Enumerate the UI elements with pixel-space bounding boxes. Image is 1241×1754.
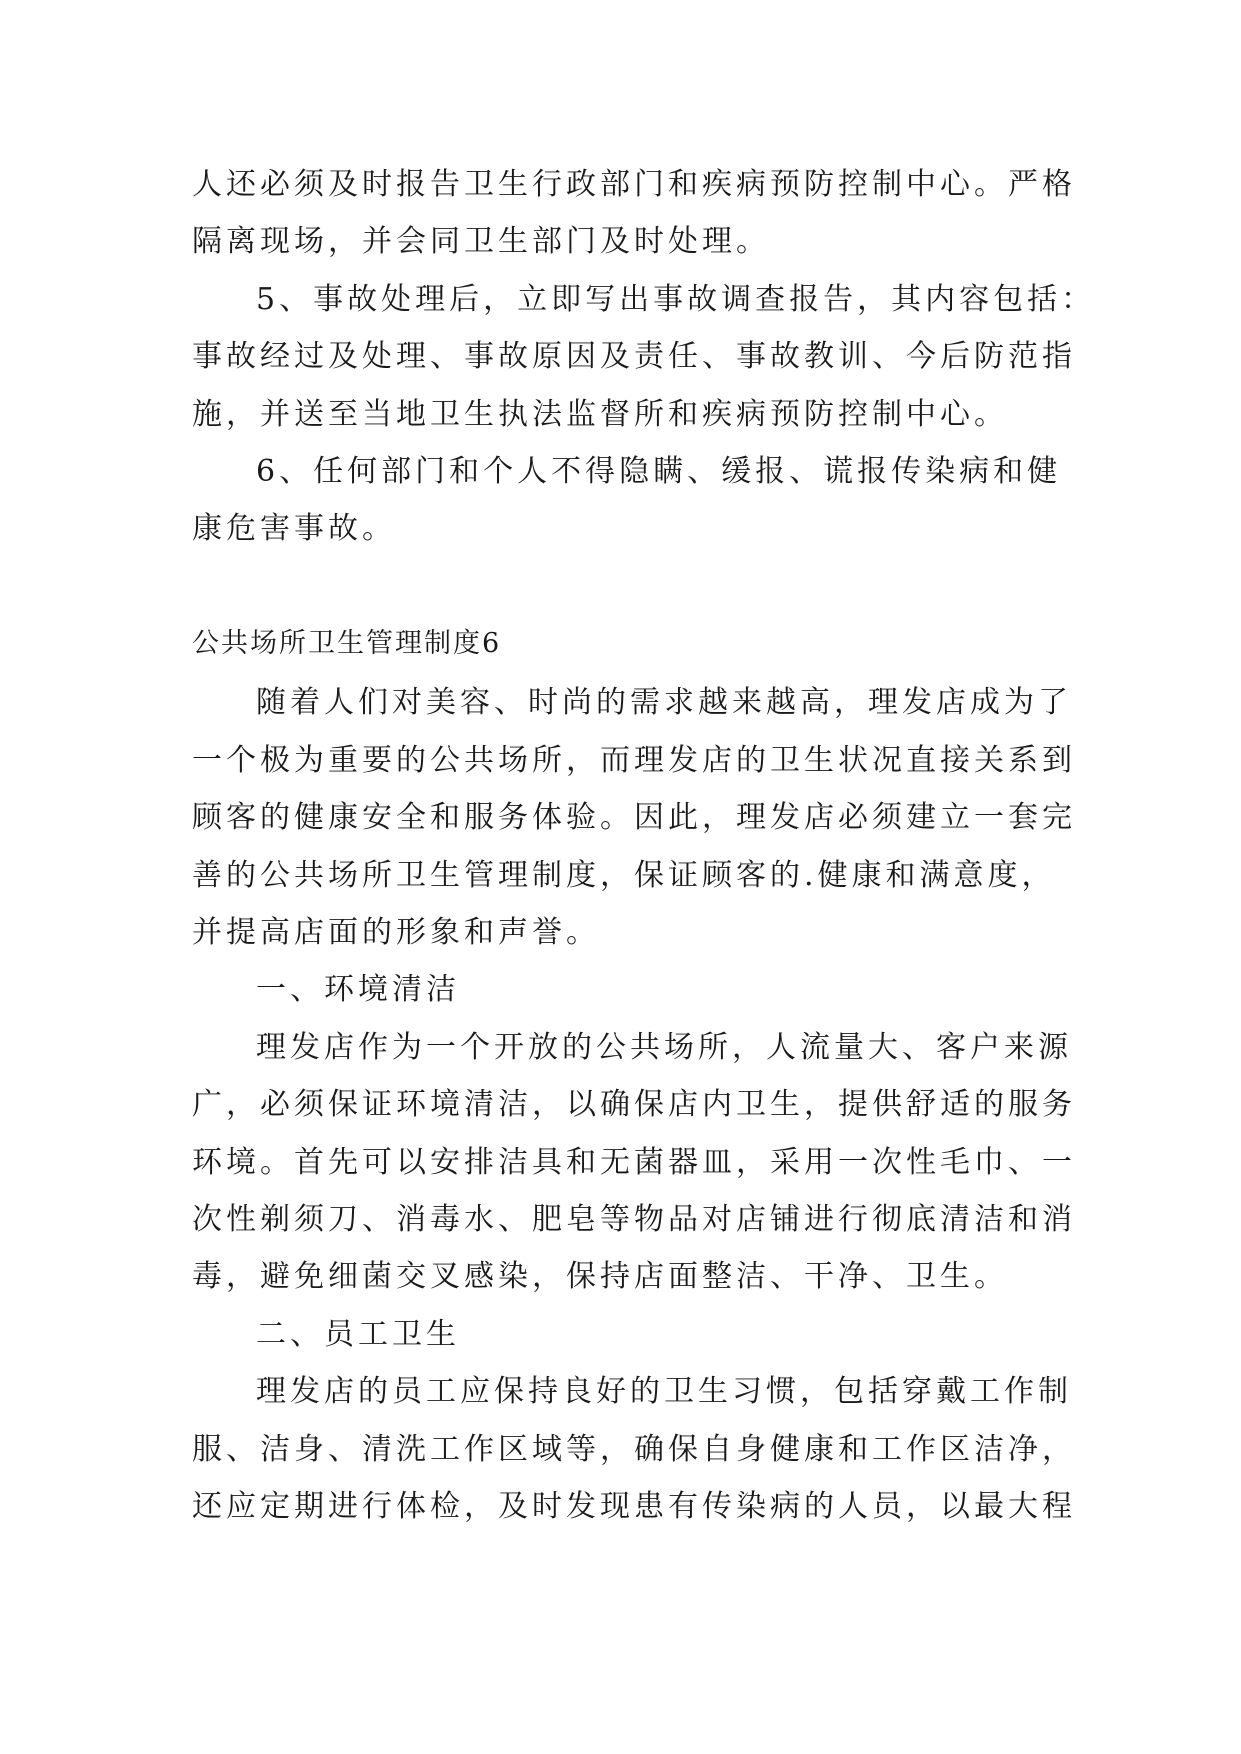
subheading: 一、环境清洁 — [256, 972, 460, 1007]
text-line: 施，并送至当地卫生执法监督所和疾病预防控制中心。 — [192, 397, 1008, 432]
text-line: 5、事故处理后，立即写出事故调查报告，其内容包括： — [256, 282, 1096, 317]
text-line: 还应定期进行体检，及时发现患有传染病的人员，以最大程 — [192, 1489, 1076, 1524]
text-line: 广，必须保证环境清洁，以确保店内卫生，提供舒适的服务 — [192, 1087, 1076, 1122]
text-line: 事故经过及处理、事故原因及责任、事故教训、今后防范指 — [192, 339, 1076, 374]
text-line: 6、任何部门和个人不得隐瞒、缓报、谎报传染病和健 — [256, 454, 1062, 489]
text-line: 一个极为重要的公共场所，而理发店的卫生状况直接关系到 — [192, 743, 1076, 778]
text-line: 顾客的健康安全和服务体验。因此，理发店必须建立一套完 — [192, 800, 1076, 835]
text-line: 毒，避免细菌交叉感染，保持店面整洁、干净、卫生。 — [192, 1259, 1008, 1294]
text-line: 服、洁身、清洗工作区域等，确保自身健康和工作区洁净， — [192, 1432, 1076, 1467]
text-line: 康危害事故。 — [192, 511, 396, 546]
text-line: 隔离现场，并会同卫生部门及时处理。 — [192, 224, 770, 259]
text-line: 善的公共场所卫生管理制度，保证顾客的.健康和满意度， — [192, 858, 1056, 893]
text-line: 次性剃须刀、消毒水、肥皂等物品对店铺进行彻底清洁和消 — [192, 1202, 1076, 1237]
text-line: 环境。首先可以安排洁具和无菌器皿，采用一次性毛巾、一 — [192, 1145, 1076, 1180]
subheading: 二、员工卫生 — [256, 1317, 460, 1352]
text-line: 理发店的员工应保持良好的卫生习惯，包括穿戴工作制 — [256, 1374, 1072, 1409]
text-line: 人还必须及时报告卫生行政部门和疾病预防控制中心。严格 — [192, 167, 1076, 202]
text-line: 并提高店面的形象和声誉。 — [192, 915, 600, 950]
text-line: 随着人们对美容、时尚的需求越来越高，理发店成为了 — [256, 685, 1072, 720]
text-line: 理发店作为一个开放的公共场所，人流量大、客户来源 — [256, 1030, 1072, 1065]
section-heading: 公共场所卫生管理制度6 — [192, 628, 502, 659]
